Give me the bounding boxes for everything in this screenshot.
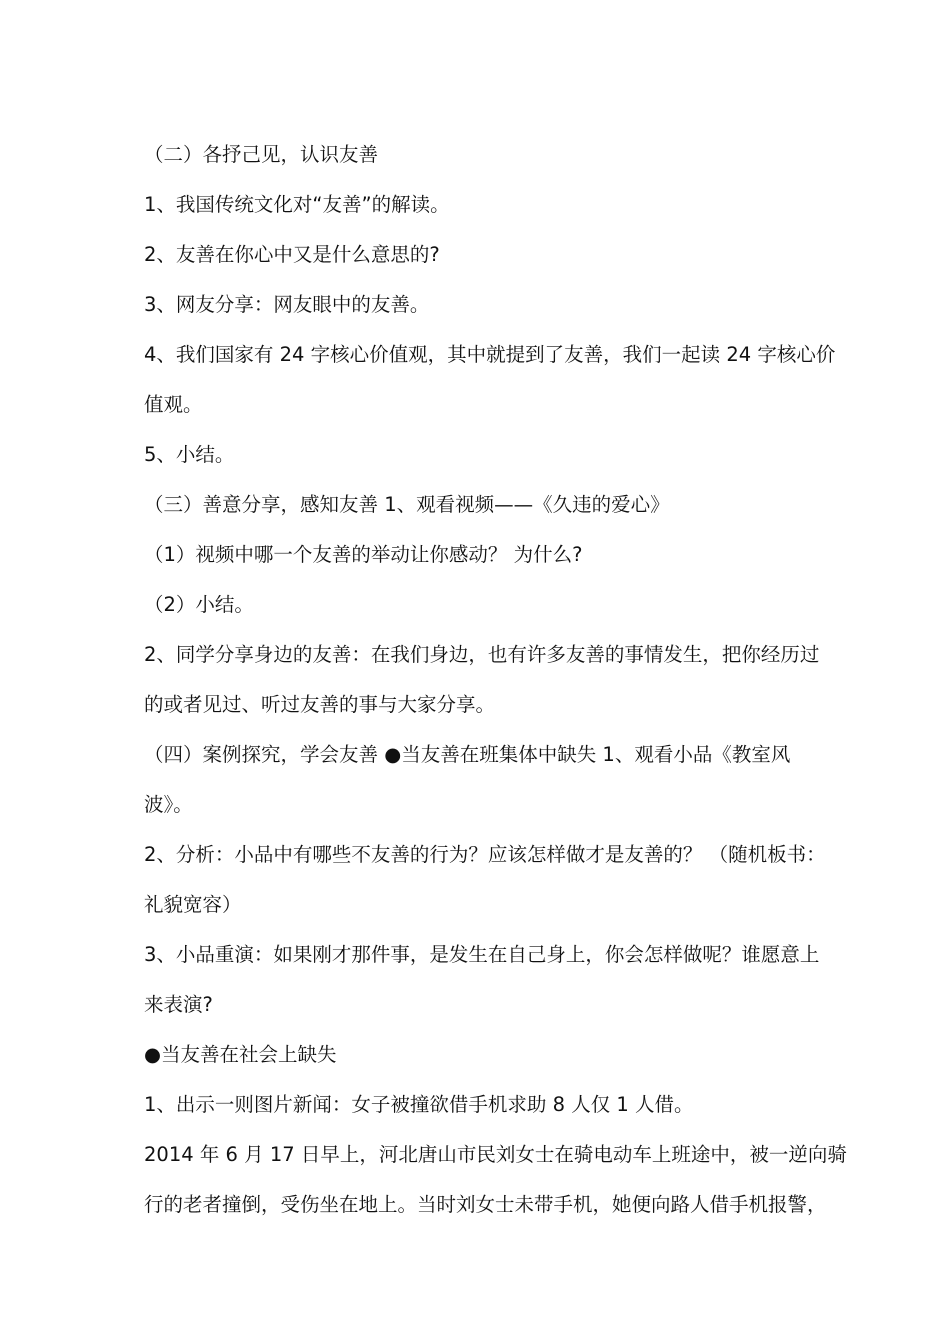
paragraph-line: 1、我国传统文化对“友善”的解读。 xyxy=(144,193,450,216)
paragraph-line: 3、网友分享：网友眼中的友善。 xyxy=(144,293,430,316)
paragraph-line: 5、小结。 xyxy=(144,443,235,466)
paragraph-line: 波》。 xyxy=(144,793,193,816)
paragraph-line: 行的老者撞倒，受伤坐在地上。当时刘女士未带手机，她便向路人借手机报警， xyxy=(144,1193,827,1216)
paragraph-line: 4、我们国家有 24 字核心价值观，其中就提到了友善，我们一起读 24 字核心价 xyxy=(144,343,836,366)
paragraph-line: 2014 年 6 月 17 日早上，河北唐山市民刘女士在骑电动车上班途中，被一逆向骑 xyxy=(144,1143,847,1166)
paragraph-line: 的或者见过、听过友善的事与大家分享。 xyxy=(144,693,496,716)
section-heading-4: （四）案例探究，学会友善 ●当友善在班集体中缺失 1、观看小品《教室风 xyxy=(144,743,791,766)
paragraph-line: 1、出示一则图片新闻：女子被撞欲借手机求助 8 人仅 1 人借。 xyxy=(144,1093,694,1116)
document-body xyxy=(144,130,847,1230)
paragraph-line: 礼貌宽容） xyxy=(144,893,242,916)
section-heading-2: （二）各抒己见，认识友善 xyxy=(144,143,379,166)
paragraph-line: 3、小品重演：如果刚才那件事，是发生在自己身上，你会怎样做呢？谁愿意上 xyxy=(144,943,820,966)
bullet-heading: ●当友善在社会上缺失 xyxy=(144,1043,337,1066)
paragraph-line: 2、友善在你心中又是什么意思的? xyxy=(144,243,440,266)
section-heading-3: （三）善意分享，感知友善 1、观看视频——《久违的爱心》 xyxy=(144,493,670,516)
paragraph-line: 2、同学分享身边的友善：在我们身边，也有许多友善的事情发生，把你经历过 xyxy=(144,643,820,666)
paragraph-line: 值观。 xyxy=(144,393,203,416)
paragraph-line: 2、分析：小品中有哪些不友善的行为？应该怎样做才是友善的？ （随机板书： xyxy=(144,843,826,866)
paragraph-line: 来表演? xyxy=(144,993,213,1016)
paragraph-line: （1）视频中哪一个友善的举动让你感动？ 为什么? xyxy=(144,543,583,566)
paragraph-line: （2）小结。 xyxy=(144,593,254,616)
